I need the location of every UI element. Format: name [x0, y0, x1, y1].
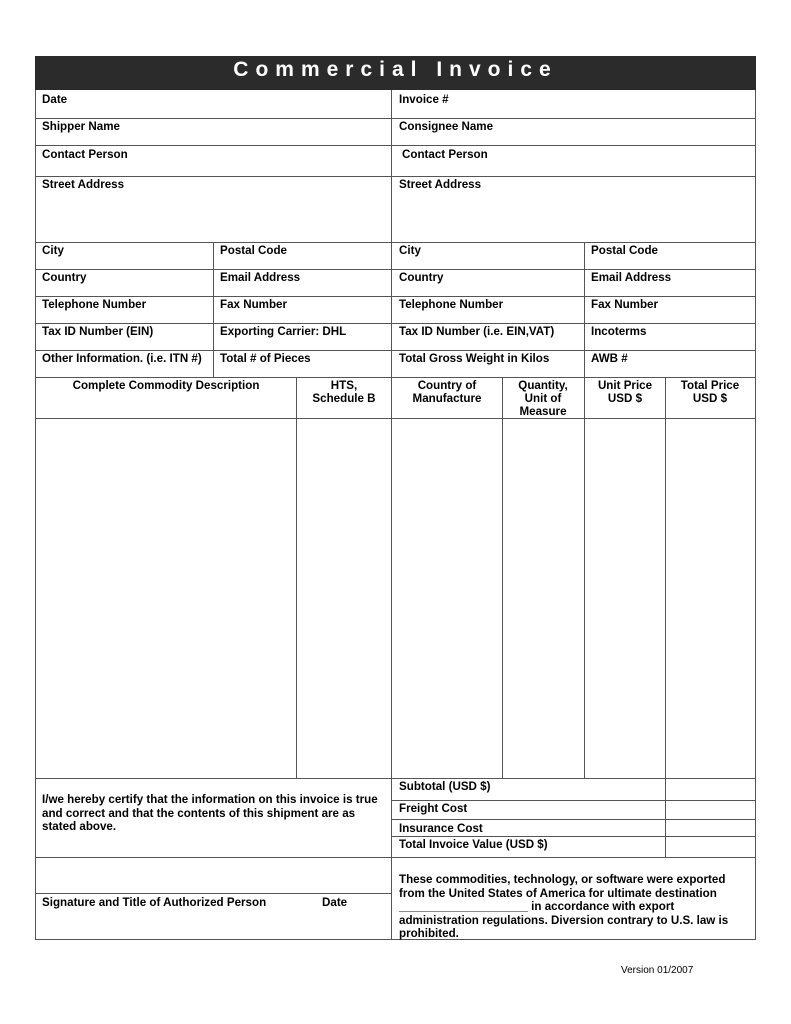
subtotal-label: Subtotal (USD $) — [399, 780, 491, 793]
shipper-postal-label: Postal Code — [220, 244, 287, 257]
col-divider — [213, 242, 214, 377]
consignee-tax-label: Tax ID Number (i.e. EIN,VAT) — [399, 325, 555, 338]
freight-cost-field[interactable] — [666, 801, 755, 819]
row-divider — [35, 296, 756, 297]
row-divider — [35, 269, 756, 270]
border-right — [755, 90, 756, 940]
totals-bottom — [35, 857, 756, 858]
shipper-email-label: Email Address — [220, 271, 301, 284]
signature-date-label: Date — [322, 896, 348, 909]
row-divider — [35, 242, 756, 243]
shipper-contact-field[interactable] — [36, 161, 391, 176]
table-bottom — [35, 778, 756, 779]
signature-line — [35, 893, 392, 894]
country-of-manufacture-field[interactable] — [392, 419, 502, 778]
other-info-label: Other Information. (i.e. ITN #) — [42, 352, 202, 365]
col-header-total-price: Total Price USD $ — [680, 379, 740, 405]
signature-label: Signature and Title of Authorized Person — [42, 896, 267, 909]
signature-field[interactable] — [36, 860, 391, 892]
row-divider — [35, 118, 756, 119]
consignee-name-field[interactable] — [392, 131, 755, 145]
row-divider — [35, 350, 756, 351]
date-label: Date — [42, 93, 68, 106]
invoice-number-label: Invoice # — [399, 93, 449, 106]
shipper-name-field[interactable] — [36, 131, 391, 145]
row-divider — [35, 377, 756, 378]
row-divider — [35, 145, 756, 146]
col-header-country-of-manufacture: Country of Manufacture — [412, 379, 482, 405]
consignee-fax-label: Fax Number — [591, 298, 659, 311]
total-invoice-value-field[interactable] — [666, 837, 755, 857]
awb-label: AWB # — [591, 352, 628, 365]
total-pieces-label: Total # of Pieces — [220, 352, 311, 365]
exporting-carrier-label: Exporting Carrier: DHL — [220, 325, 347, 338]
unit-price-field[interactable] — [585, 419, 665, 778]
shipper-tax-label: Tax ID Number (EIN) — [42, 325, 154, 338]
consignee-country-label: Country — [399, 271, 444, 284]
freight-cost-label: Freight Cost — [399, 802, 468, 815]
consignee-city-label: City — [399, 244, 421, 257]
shipper-street-label: Street Address — [42, 178, 125, 191]
consignee-email-label: Email Address — [591, 271, 672, 284]
consignee-name-label: Consignee Name — [399, 120, 494, 133]
shipper-phone-label: Telephone Number — [42, 298, 147, 311]
consignee-street-field[interactable] — [392, 192, 755, 242]
col-header-unit-price: Unit Price USD $ — [597, 379, 653, 405]
shipper-fax-label: Fax Number — [220, 298, 288, 311]
certification-text: I/we hereby certify that the information on this invoice is true and correct and that the contents of this shipment are as stated above. — [42, 793, 378, 833]
invoice-number-field[interactable] — [392, 104, 755, 118]
insurance-cost-field[interactable] — [666, 820, 755, 836]
shipper-name-label: Shipper Name — [42, 120, 120, 133]
total-price-field[interactable] — [666, 419, 755, 778]
hts-field[interactable] — [297, 419, 391, 778]
consignee-street-label: Street Address — [399, 178, 482, 191]
col-header-quantity: Quantity, Unit of Measure — [518, 379, 568, 418]
shipper-country-label: Country — [42, 271, 87, 284]
gross-weight-label: Total Gross Weight in Kilos — [399, 352, 550, 365]
shipper-city-label: City — [42, 244, 64, 257]
consignee-postal-label: Postal Code — [591, 244, 658, 257]
row-divider — [35, 176, 756, 177]
col-header-description: Complete Commodity Description — [72, 379, 260, 392]
export-notice-text: These commodities, technology, or software were exported from the United States of America for ultimate destination ____________________ in accordance with export administration regulations. Diversion contrary to U.S. law is prohibited. — [399, 873, 729, 940]
incoterms-label: Incoterms — [591, 325, 647, 338]
description-field[interactable] — [36, 419, 296, 778]
consignee-contact-field[interactable] — [392, 161, 755, 176]
shipper-street-field[interactable] — [36, 192, 391, 242]
page-title: Commercial Invoice — [35, 56, 756, 90]
date-field[interactable] — [36, 104, 391, 118]
col-divider — [584, 242, 585, 377]
col-header-hts: HTS, Schedule B — [312, 379, 376, 405]
quantity-field[interactable] — [503, 419, 584, 778]
shipper-contact-label: Contact Person — [42, 148, 128, 161]
row-divider — [35, 323, 756, 324]
consignee-phone-label: Telephone Number — [399, 298, 504, 311]
insurance-cost-label: Insurance Cost — [399, 822, 483, 835]
consignee-contact-label: Contact Person — [402, 148, 488, 161]
total-invoice-value-label: Total Invoice Value (USD $) — [399, 838, 548, 851]
subtotal-field[interactable] — [666, 779, 755, 800]
version-label: Version 01/2007 — [621, 965, 694, 976]
